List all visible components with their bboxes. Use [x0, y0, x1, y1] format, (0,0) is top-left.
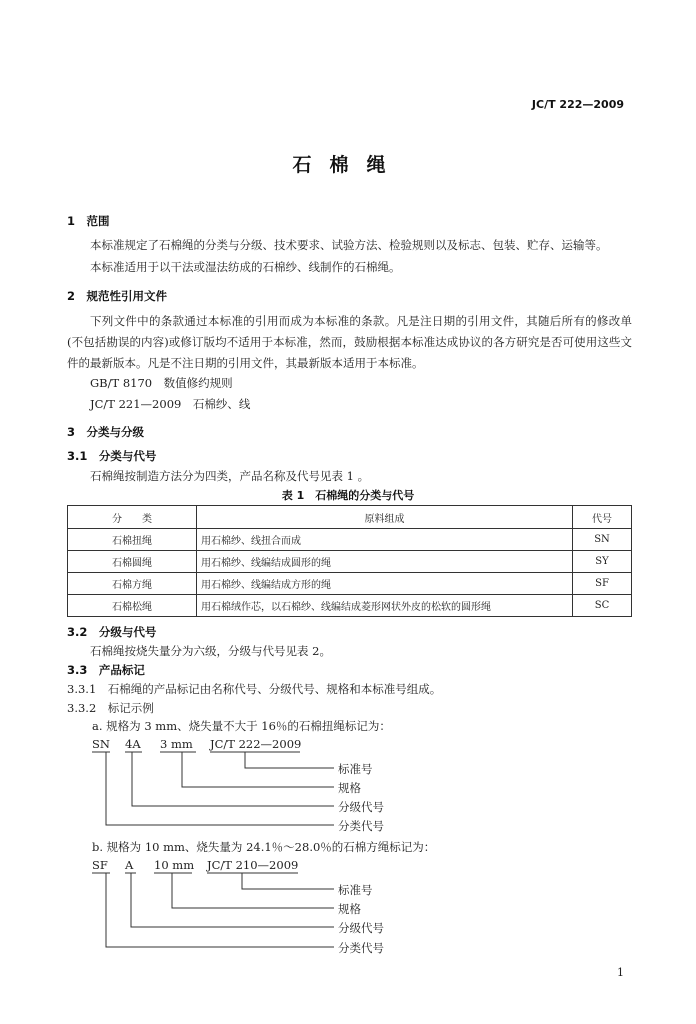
section-1-paragraph-2: 本标准适用于以干法或湿法纺成的石棉纱、线制作的石棉绳。 [90, 260, 401, 274]
table-cell-category: 石棉扭绳 [68, 529, 197, 551]
section-3-heading: 3 分类与分级 [67, 425, 145, 439]
example-b-standard-number: JC/T 210—2009 [207, 858, 299, 872]
section-2-paragraph: 下列文件中的条款通过本标准的引用而成为本标准的条款。凡是注日期的引用文件，其随后所有的修改单(不包括勘误的内容)或修订版均不适用于本标准，然而，鼓励根据本标准达成协议的各方研究是否可使用这些文件的最新版本。凡是不注日期的引用文件，其最新版本适用于本标准。 [67, 314, 632, 370]
example-a-type-code: SN [92, 737, 110, 751]
section-1-heading: 1 范围 [67, 214, 110, 228]
table-cell-category: 石棉圆绳 [68, 551, 197, 573]
section-3-1-text: 石棉绳按制造方法分为四类，产品名称及代号见表 1 。 [90, 469, 370, 483]
table-cell-material: 用石棉纱、线编结成圆形的绳 [197, 551, 573, 573]
example-a-standard-number: JC/T 222—2009 [210, 737, 302, 751]
legend-a-size: 规格 [338, 781, 361, 795]
standard-code-header: JC/T 222—2009 [531, 98, 624, 111]
legend-a-type-code: 分类代号 [338, 819, 384, 833]
table-header-code: 代号 [573, 506, 632, 529]
example-a-grade-code: 4A [125, 737, 141, 751]
table-cell-material: 用石棉纱、线编结成方形的绳 [197, 573, 573, 595]
example-b-grade-code: A [125, 858, 134, 872]
page-number: 1 [617, 966, 624, 979]
table-cell-code: SC [573, 595, 632, 617]
example-b-type-code: SF [92, 858, 108, 872]
table-cell-category: 石棉方绳 [68, 573, 197, 595]
legend-a-standard-number: 标准号 [338, 762, 373, 776]
section-3-2-heading: 3.2 分级与代号 [67, 625, 157, 639]
table-cell-category: 石棉松绳 [68, 595, 197, 617]
page-title: 石棉绳 [292, 154, 404, 176]
section-3-1-heading: 3.1 分类与代号 [67, 449, 157, 463]
legend-b-type-code: 分类代号 [338, 941, 384, 955]
section-3-3-heading: 3.3 产品标记 [67, 663, 145, 677]
table-header-category: 分 类 [68, 506, 197, 529]
example-b-description: b. 规格为 10 mm、烧失量为 24.1％～28.0％的石棉方绳标记为： [92, 840, 436, 854]
table-header-material: 原料组成 [197, 506, 573, 529]
section-3-3-2-heading: 3.3.2 标记示例 [67, 701, 154, 715]
table-cell-material: 用石棉绒作芯，以石棉纱、线编结成菱形网状外皮的松软的圆形绳 [197, 595, 573, 617]
legend-a-grade-code: 分级代号 [338, 800, 384, 814]
section-3-3-1-text: 3.3.1 石棉绳的产品标记由名称代号、分级代号、规格和本标准号组成。 [67, 682, 442, 696]
legend-b-grade-code: 分级代号 [338, 921, 384, 935]
table-1-caption: 表 1 石棉绳的分类与代号 [281, 489, 415, 502]
table-cell-code: SF [573, 573, 632, 595]
section-1-paragraph-1: 本标准规定了石棉绳的分类与分级、技术要求、试验方法、检验规则以及标志、包装、贮存、运输等。 [90, 238, 608, 252]
legend-b-standard-number: 标准号 [338, 883, 373, 897]
table-cell-material: 用石棉纱、线扭合而成 [197, 529, 573, 551]
section-3-2-text: 石棉绳按烧失量分为六级，分级与代号见表 2。 [90, 644, 331, 658]
section-2-heading: 2 规范性引用文件 [67, 289, 168, 303]
table-cell-code: SN [573, 529, 632, 551]
legend-b-size: 规格 [338, 902, 361, 916]
example-a-description: a. 规格为 3 mm、烧失量不大于 16％的石棉扭绳标记为： [92, 719, 391, 733]
example-b-size: 10 mm [154, 858, 195, 872]
table-cell-code: SY [573, 551, 632, 573]
reference-jc-221: JC/T 221—2009 石棉纱、线 [90, 397, 251, 411]
example-a-size: 3 mm [160, 737, 193, 751]
reference-gb-8170: GB/T 8170 数值修约规则 [90, 376, 233, 390]
